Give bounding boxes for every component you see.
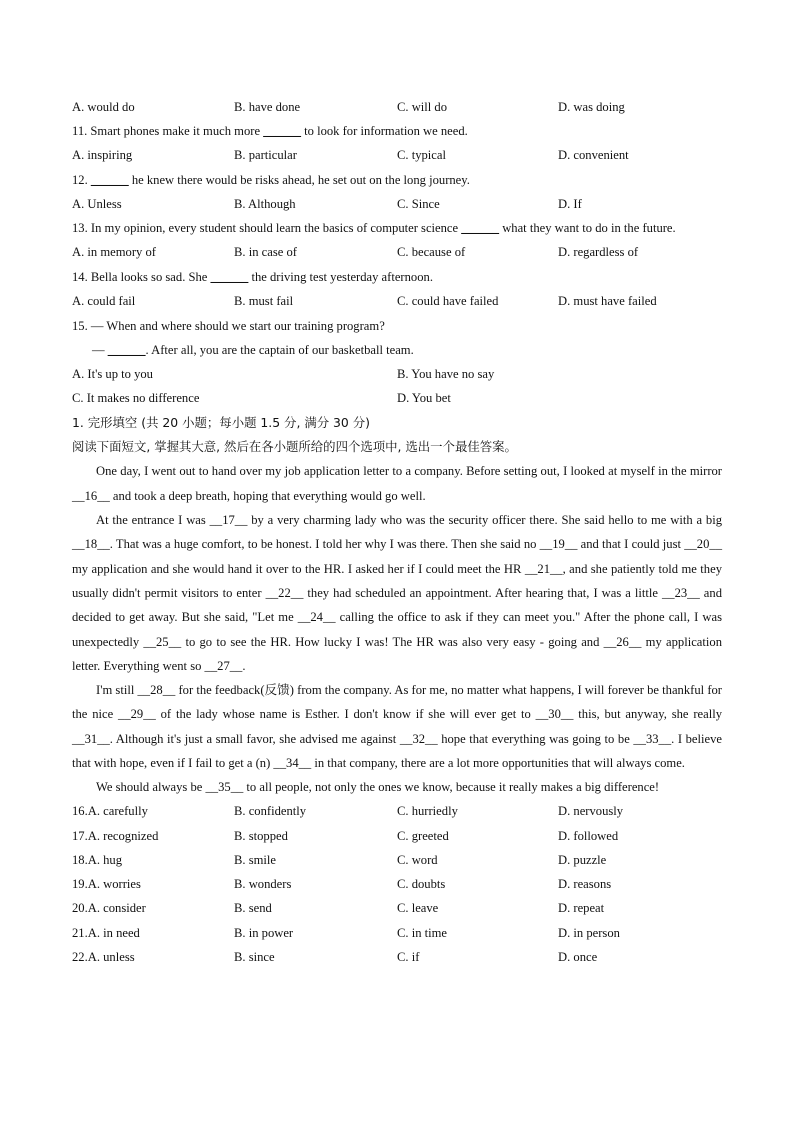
option-c[interactable]: C. in time: [397, 925, 448, 940]
q15-response: — ______. After all, you are the captain of our basketball team.: [92, 342, 414, 357]
option-d[interactable]: D. You bet: [397, 391, 451, 406]
section-heading: 1. 完形填空 (共 20 小题；每小题 1.5 分, 满分 30 分): [72, 414, 370, 430]
q12-options: [72, 192, 722, 216]
passage-paragraph: One day, I went out to hand over my job application letter to a company. Before setting out, I looked at myself in the mirror __16__ and took a deep breath, hoping that everything would go well.: [72, 464, 722, 503]
answer-blank[interactable]: ______: [210, 270, 249, 285]
cloze-passage: [72, 459, 722, 799]
passage-paragraph: At the entrance I was __17__ by a very charming lady who was the security officer there. She said hello to me with a big __18__. That was a huge comfort, to be honest. I told her why I was there. Then she said no __19__ and that I could just __20__ my application and she would hand it over to the HR. I asked her if I could meet the HR __21__, and she patiently told me they usually didn't permit visitors to enter __22__ they had scheduled an appointment. After hearing that, I was a little __23__ and decided to get away. But she said, "Let me __24__ calling the office to ask if they can meet you." After the phone call, I was unexpectedly __25__ to go to see the HR. How lucky I was! The HR was also very easy - going and __26__ my application letter. Everything went so __27__.: [72, 513, 722, 673]
option-b[interactable]: B. particular: [234, 148, 297, 163]
option-d[interactable]: D. once: [558, 950, 598, 965]
q19-options: [72, 873, 722, 897]
option-b[interactable]: B. have done: [234, 99, 301, 114]
exam-page: [72, 95, 722, 970]
q20-options: [72, 897, 722, 921]
option-c[interactable]: C. will do: [397, 99, 448, 114]
option-d[interactable]: D. nervously: [558, 804, 624, 819]
option-c[interactable]: C. because of: [397, 245, 466, 260]
option-a[interactable]: 19.A. worries: [72, 877, 141, 892]
option-d[interactable]: D. convenient: [558, 148, 629, 163]
option-d[interactable]: D. repeat: [558, 901, 605, 916]
option-b[interactable]: B. smile: [234, 852, 276, 867]
section-instruction: 阅读下面短文, 掌握其大意, 然后在各小题所给的四个选项中, 选出一个最佳答案。: [72, 439, 517, 455]
option-a[interactable]: 16.A. carefully: [72, 804, 148, 819]
option-b[interactable]: B. must fail: [234, 294, 294, 309]
option-c[interactable]: C. Since: [397, 196, 440, 211]
q21-options: [72, 921, 722, 945]
q15-stem: 15. — When and where should we start our training program?: [72, 318, 385, 333]
option-c[interactable]: C. typical: [397, 148, 446, 163]
option-d[interactable]: D. was doing: [558, 99, 625, 114]
q14-stem: 14. Bella looks so sad. She ______ the driving test yesterday afternoon.: [72, 270, 433, 285]
q15-options-row1: [72, 362, 722, 386]
q15-options-row2: [72, 387, 722, 411]
option-b[interactable]: B. in power: [234, 925, 294, 940]
q16-options: [72, 800, 722, 824]
option-b[interactable]: B. in case of: [234, 245, 297, 260]
option-c[interactable]: C. It makes no difference: [72, 391, 200, 406]
q10-options: [72, 95, 722, 119]
option-a[interactable]: 22.A. unless: [72, 950, 135, 965]
q13-options: [72, 241, 722, 265]
option-b[interactable]: B. stopped: [234, 828, 288, 843]
option-c[interactable]: C. leave: [397, 901, 439, 916]
answer-blank[interactable]: ______: [107, 342, 146, 357]
cloze-options: [72, 800, 722, 970]
option-a[interactable]: 21.A. in need: [72, 925, 140, 940]
option-b[interactable]: B. confidently: [234, 804, 307, 819]
option-d[interactable]: D. reasons: [558, 877, 612, 892]
answer-blank[interactable]: ______: [461, 221, 500, 236]
option-a[interactable]: A. would do: [72, 99, 135, 114]
option-b[interactable]: B. send: [234, 901, 272, 916]
option-c[interactable]: C. could have failed: [397, 294, 499, 309]
option-c[interactable]: C. word: [397, 852, 438, 867]
option-a[interactable]: A. Unless: [72, 196, 122, 211]
option-a[interactable]: A. It's up to you: [72, 366, 153, 381]
option-c[interactable]: C. doubts: [397, 877, 446, 892]
answer-blank[interactable]: ______: [90, 172, 129, 187]
q11-stem: 11. Smart phones make it much more ______ to look for information we need.: [72, 124, 468, 139]
option-d[interactable]: D. regardless of: [558, 245, 639, 260]
passage-paragraph: I'm still __28__ for the feedback(反馈) from the company. As for me, no matter what happens, I will forever be thankful for the nice __29__ of the lady whose name is Esther. I don't know if she will ever get to __30__ this, but anyway, she really __31__. Although it's just a small favor, she advised me against __32__ hope that everything was going to be __33__. I believe that with hope, even if I fail to get a (n) __34__ in that company, there are a lot more opportunities that will always come.: [72, 683, 722, 771]
q11-options: [72, 144, 722, 168]
option-d[interactable]: D. puzzle: [558, 852, 607, 867]
q17-options: [72, 824, 722, 848]
answer-blank[interactable]: ______: [263, 124, 301, 139]
option-b[interactable]: B. You have no say: [397, 366, 495, 381]
q13-stem: 13. In my opinion, every student should learn the basics of computer science ______ what they want to do in the future.: [72, 221, 676, 236]
option-a[interactable]: 17.A. recognized: [72, 828, 159, 843]
option-c[interactable]: C. hurriedly: [397, 804, 458, 819]
option-c[interactable]: C. greeted: [397, 828, 449, 843]
q18-options: [72, 848, 722, 872]
option-d[interactable]: D. followed: [558, 828, 619, 843]
q12-stem: 12. ______ he knew there would be risks ahead, he set out on the long journey.: [72, 172, 470, 187]
option-d[interactable]: D. If: [558, 196, 582, 211]
option-a[interactable]: 20.A. consider: [72, 901, 146, 916]
option-b[interactable]: B. wonders: [234, 877, 292, 892]
q14-options: [72, 289, 722, 313]
option-d[interactable]: D. in person: [558, 925, 620, 940]
q22-options: [72, 945, 722, 969]
option-c[interactable]: C. if: [397, 950, 420, 965]
option-b[interactable]: B. since: [234, 950, 275, 965]
passage-paragraph: We should always be __35__ to all people, not only the ones we know, because it really makes a big difference!: [96, 780, 660, 795]
option-a[interactable]: A. inspiring: [72, 148, 133, 163]
option-b[interactable]: B. Although: [234, 196, 296, 211]
option-a[interactable]: A. could fail: [72, 294, 136, 309]
option-a[interactable]: A. in memory of: [72, 245, 156, 260]
option-a[interactable]: 18.A. hug: [72, 852, 123, 867]
option-d[interactable]: D. must have failed: [558, 294, 657, 309]
